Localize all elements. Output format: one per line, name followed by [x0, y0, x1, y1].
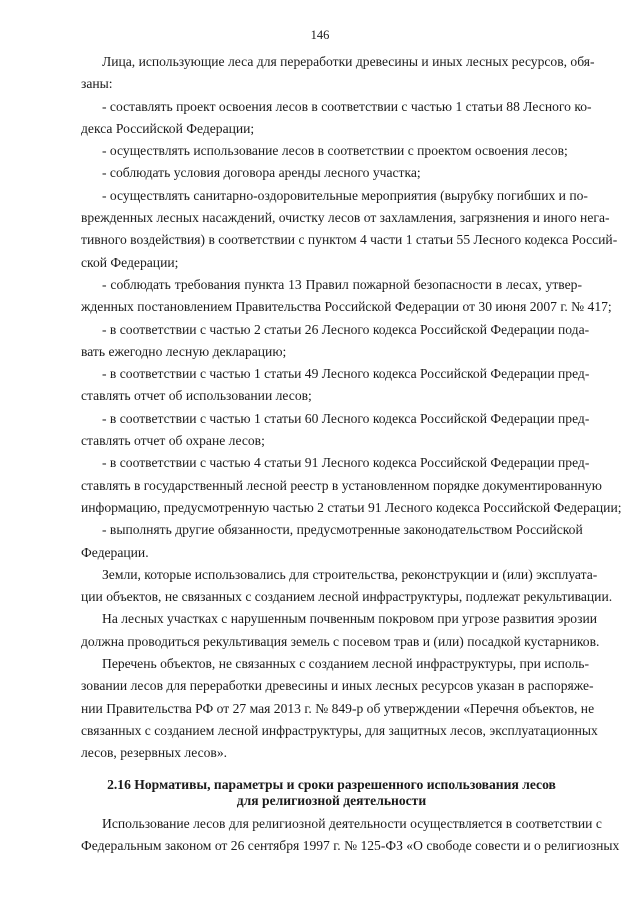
text-line: декса Российской Федерации;	[81, 120, 255, 136]
text-line: - в соответствии с частью 1 статьи 49 Лесного кодекса Российской Федерации пред-	[102, 366, 590, 382]
body-text	[81, 51, 622, 857]
text-line: Федеральным законом от 26 сентября 1997 г. № 125-ФЗ «О свободе совести и о религиозных	[81, 837, 620, 853]
section-heading: для религиозной деятельности	[236, 792, 427, 808]
text-line: лесов, резервных лесов».	[81, 745, 228, 761]
text-line: вать ежегодно лесную декларацию;	[81, 343, 287, 359]
text-line: ставлять отчет об охране лесов;	[81, 433, 265, 449]
text-line: - соблюдать условия договора аренды лесного участка;	[102, 165, 421, 181]
spacer	[81, 765, 582, 777]
text-line: должна проводиться рекультивация земель с посевом трав и (или) посадкой кустарников.	[81, 633, 600, 649]
text-line: - в соответствии с частью 1 статьи 60 Лесного кодекса Российской Федерации пред-	[102, 410, 590, 426]
text-line: Перечень объектов, не связанных с созданием лесной инфраструктуры, при исполь-	[102, 656, 589, 672]
text-line: - осуществлять санитарно-оздоровительные мероприятия (вырубку погибших и по-	[102, 187, 588, 203]
text-line: зовании лесов для переработки древесины и иных лесных ресурсов указан в распоряже-	[81, 678, 594, 694]
text-line: заны:	[81, 76, 113, 92]
text-line: - в соответствии с частью 4 статьи 91 Лесного кодекса Российской Федерации пред-	[102, 455, 590, 471]
text-line: информацию, предусмотренную частью 2 статьи 91 Лесного кодекса Российской Федерации;	[81, 499, 622, 515]
text-line: ции объектов, не связанных с созданием лесной инфраструктуры, подлежат рекультивации.	[81, 589, 613, 605]
page-number: 146	[310, 28, 330, 42]
text-line: Земли, которые использовались для строительства, реконструкции и (или) эксплуата-	[102, 566, 598, 582]
text-line: - выполнять другие обязанности, предусмотренные законодательством Российской	[102, 522, 583, 538]
text-line: На лесных участках с нарушенным почвенным покровом при угрозе развития эрозии	[102, 611, 598, 627]
text-line: ставлять в государственный лесной реестр в установленном порядке документированную	[81, 477, 602, 493]
text-line: - составлять проект освоения лесов в соответствии с частью 1 статьи 88 Лесного ко-	[102, 98, 592, 114]
text-line: Федерации.	[81, 544, 149, 560]
text-line: ставлять отчет об использовании лесов;	[81, 388, 312, 404]
text-line: врежденных лесных насаждений, очистку лесов от захламления, загрязнения и иного нега-	[81, 210, 610, 226]
text-line: ской Федерации;	[81, 254, 179, 270]
text-line: - соблюдать требования пункта 13 Правил пожарной безопасности в лесах, утвер-	[102, 276, 582, 292]
text-line: Лица, использующие леса для переработки древесины и иных лесных ресурсов, обя-	[102, 54, 595, 69]
text-line: связанных с созданием лесной инфраструктуры, для защитных лесов, эксплуатационных	[81, 722, 598, 738]
text-line: нии Правительства РФ от 27 мая 2013 г. № 849-р об утверждении «Перечня объектов, не	[81, 700, 595, 716]
text-line: - в соответствии с частью 2 статьи 26 Лесного кодекса Российской Федерации пода-	[102, 321, 590, 337]
section-heading: 2.16 Нормативы, параметры и сроки разрешенного использования лесов	[107, 776, 556, 792]
text-line: - осуществлять использование лесов в соответствии с проектом освоения лесов;	[102, 143, 568, 159]
text-line: Использование лесов для религиозной деятельности осуществляется в соответствии с	[102, 815, 602, 831]
text-line: тивного воздействия) в соответствии с пунктом 4 части 1 статьи 55 Лесного кодекса Россий-	[81, 232, 618, 248]
text-line: жденных постановлением Правительства Российской Федерации от 30 июня 2007 г. № 417;	[81, 299, 612, 315]
